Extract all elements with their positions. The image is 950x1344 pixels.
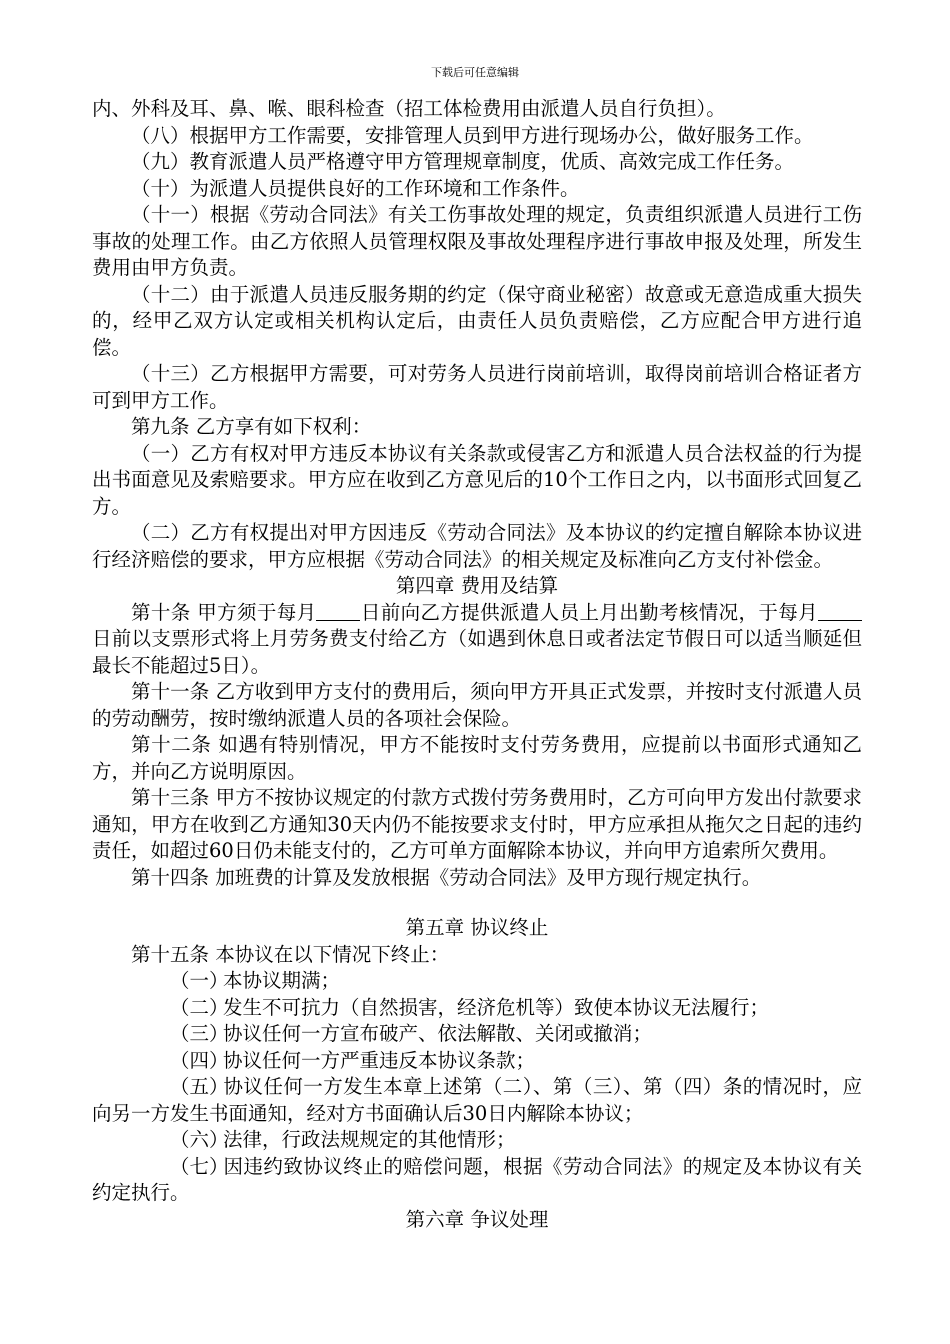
article-10-part3: 日前以支票形式将上月劳务费支付给乙方（如遇到休息日或者法定节假日可以适当顺延但最长不能超过5日）。 — [92, 627, 862, 677]
list-item — [92, 995, 862, 1022]
article-10 — [92, 600, 862, 680]
list-item — [92, 1127, 862, 1154]
list-item — [92, 1048, 862, 1075]
paragraph: （九）教育派遣人员严格遵守甲方管理规章制度，优质、高效完成工作任务。 — [131, 150, 795, 173]
page-header: 下载后可任意编辑 — [431, 66, 519, 79]
article-heading: 第九条 乙方享有如下权利： — [131, 415, 372, 438]
paragraph: （十）为派遣人员提供良好的工作环境和工作条件。 — [131, 176, 580, 200]
paragraph: （八）根据甲方工作需要，安排管理人员到甲方进行现场办公，做好服务工作。 — [131, 123, 814, 147]
list-item-text: 本协议期满； — [223, 969, 341, 992]
blank-line — [818, 602, 862, 621]
list-item-number: （五） — [170, 1075, 229, 1098]
list-item — [92, 1074, 862, 1127]
list-item-number: （七） — [170, 1154, 229, 1178]
list-item-text: 协议任何一方发生本章上述第（二）、第（三）、第（四）条的情况时，应向另一方发生书面通知，经对方书面确认后30日内解除本协议； — [92, 1075, 862, 1125]
list-item — [92, 1021, 862, 1048]
paragraph: （十二）由于派遣人员违反服务期的约定（保守商业秘密）故意或无意造成重大损失的，经甲乙双方认定或相关机构认定后，由责任人员负责赔偿，乙方应配合甲方进行追偿。 — [92, 282, 862, 359]
list-item-number: （一） — [170, 969, 229, 992]
chapter-title: 第六章 争议处理 — [405, 1207, 549, 1231]
article-heading: 第十五条 本协议在以下情况下终止： — [131, 942, 450, 966]
list-item-text: 协议任何一方严重违反本协议条款； — [223, 1048, 536, 1072]
paragraph: （十三）乙方根据甲方需要，可对劳务人员进行岗前培训，取得岗前培训合格证者方可到甲方工作。 — [92, 362, 862, 412]
paragraph: （二）乙方有权提出对甲方因违反《劳动合同法》及本协议的约定擅自解除本协议进行经济赔偿的要求，甲方应根据《劳动合同法》的相关规定及标准向乙方支付补偿金。 — [92, 521, 862, 571]
chapter-title: 第四章 费用及结算 — [395, 574, 559, 597]
article-10-part1: 第十条 甲方须于每月 — [131, 600, 317, 624]
paragraph: （一）乙方有权对甲方违反本协议有关条款或侵害乙方和派遣人员合法权益的行为提出书面意见及索赔要求。甲方应在收到乙方意见后的10个工作日之内，以书面形式回复乙方。 — [92, 441, 862, 518]
paragraph: 第十一条 乙方收到甲方支付的费用后，须向甲方开具正式发票，并按时支付派遣人员的劳动酬劳，按时缴纳派遣人员的各项社会保险。 — [92, 680, 862, 730]
paragraph: 第十二条 如遇有特别情况，甲方不能按时支付劳务费用，应提前以书面形式通知乙方，并向乙方说明原因。 — [92, 733, 862, 783]
list-item — [92, 1154, 862, 1207]
list-item-number: （三） — [170, 1022, 229, 1045]
list-item-number: （四） — [170, 1048, 229, 1072]
paragraph: 第十三条 甲方不按协议规定的付款方式拨付劳务费用时，乙方可向甲方发出付款要求通知，甲方在收到乙方通知30天内仍不能按要求支付时，甲方应承担从拖欠之日起的违约责任，如超过60日仍未能支付的，乙方可单方面解除本协议，并向甲方追索所欠费用。 — [92, 786, 862, 862]
list-item-text: 发生不可抗力（自然损害，经济危机等）致使本协议无法履行； — [223, 995, 770, 1019]
list-item-text: 因违约致协议终止的赔偿问题，根据《劳动合同法》的规定及本协议有关约定执行。 — [92, 1154, 862, 1204]
document-body — [92, 96, 862, 1233]
paragraph: 第十四条 加班费的计算及发放根据《劳动合同法》及甲方现行规定执行。 — [131, 865, 762, 889]
spacer — [92, 891, 862, 915]
list-item-number: （六） — [170, 1128, 229, 1151]
list-item — [92, 968, 862, 995]
list-item-text: 法律，行政法规规定的其他情形； — [223, 1128, 516, 1151]
paragraph: 内、外科及耳、鼻、喉、眼科检查（招工体检费用由派遣人员自行负担）。 — [92, 97, 726, 120]
blank-line — [316, 602, 360, 621]
article-10-part2: 日前向乙方提供派遣人员上月出勤考核情况，于每月 — [360, 600, 818, 624]
paragraph: （十一）根据《劳动合同法》有关工伤事故处理的规定，负责组织派遣人员进行工伤事故的处理工作。由乙方依照人员管理权限及事故处理程序进行事故申报及处理，所发生费用由甲方负责。 — [92, 203, 862, 279]
chapter-title: 第五章 协议终止 — [405, 916, 549, 939]
list-item-text: 协议任何一方宣布破产、依法解散、关闭或撤消； — [223, 1022, 653, 1045]
list-item-number: （二） — [170, 995, 229, 1019]
